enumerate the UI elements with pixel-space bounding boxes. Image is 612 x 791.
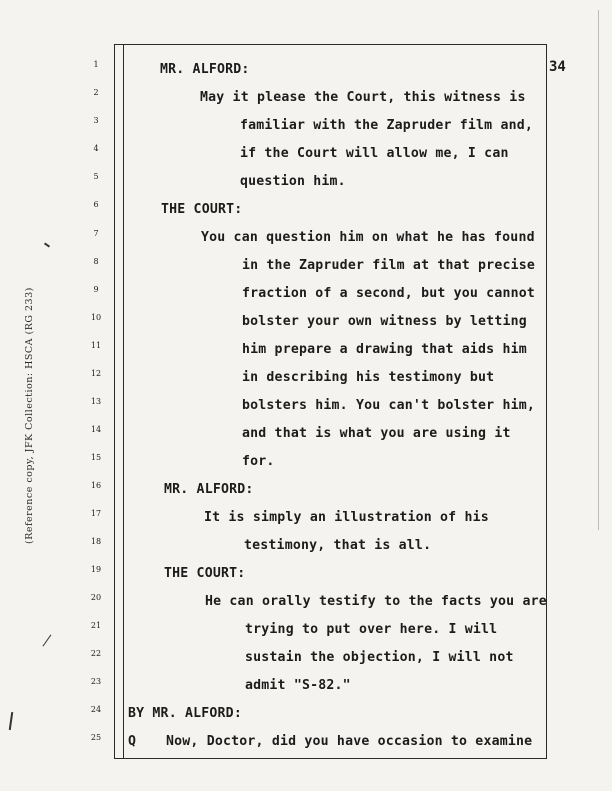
line-number: 19	[90, 565, 102, 574]
transcript-line: You can question him on what he has found	[201, 230, 535, 245]
speaker-label: MR. ALFORD:	[160, 62, 250, 77]
line-number: 9	[93, 285, 99, 294]
line-number: 1	[93, 60, 99, 69]
line-number: 25	[90, 733, 102, 742]
speaker-label: THE COURT:	[164, 566, 246, 581]
line-number: 14	[90, 425, 102, 434]
speaker-label: THE COURT:	[161, 202, 243, 217]
line-number: 8	[93, 257, 99, 266]
transcript-line: in the Zapruder film at that precise	[242, 258, 536, 273]
line-number: 17	[90, 509, 102, 518]
transcript-line: May it please the Court, this witness is	[200, 90, 526, 105]
line-number: 6	[93, 200, 99, 209]
transcript-line: It is simply an illustration of his	[204, 510, 489, 525]
line-number: 10	[90, 313, 102, 322]
transcript-line: if the Court will allow me, I can	[240, 146, 509, 161]
scan-speck	[42, 635, 51, 647]
transcript-line: fraction of a second, but you cannot	[242, 286, 536, 301]
scan-edge	[598, 10, 599, 530]
margin-rule	[123, 44, 124, 759]
line-number: 18	[90, 537, 102, 546]
line-number: 7	[93, 229, 99, 238]
line-number: 12	[90, 369, 102, 378]
transcript-line: familiar with the Zapruder film and,	[240, 118, 534, 133]
line-number: 16	[90, 481, 102, 490]
transcript-line: him prepare a drawing that aids him	[242, 342, 527, 357]
line-number: 21	[90, 621, 102, 630]
transcript-line: trying to put over here. I will	[245, 622, 498, 637]
reference-note	[26, 234, 44, 544]
transcript-line: testimony, that is all.	[244, 538, 432, 553]
line-number: 20	[90, 593, 102, 602]
line-number: 13	[90, 397, 102, 406]
transcript-line: bolsters him. You can't bolster him,	[242, 398, 536, 413]
line-number: 2	[93, 88, 99, 97]
transcript-line: and that is what you are using it	[242, 426, 511, 441]
line-number: 22	[90, 649, 102, 658]
transcript-line: bolster your own witness by letting	[242, 314, 527, 329]
line-number: 24	[90, 705, 102, 714]
transcript-line: for.	[242, 454, 275, 469]
transcript-line: in describing his testimony but	[242, 370, 495, 385]
transcript-line: sustain the objection, I will not	[245, 650, 514, 665]
transcript-line: admit "S-82."	[245, 678, 351, 693]
line-number: 4	[93, 144, 99, 153]
line-number: 15	[90, 453, 102, 462]
scan-speck	[9, 712, 13, 730]
scan-speck	[44, 242, 50, 247]
line-number: 5	[93, 172, 99, 181]
line-number: 3	[93, 116, 99, 125]
transcript-line: Now, Doctor, did you have occasion to examine	[166, 734, 533, 749]
speaker-label: BY MR. ALFORD:	[128, 706, 242, 721]
question-marker: Q	[128, 734, 136, 749]
reference-note-text: (Reference copy, JFK Collection: HSCA (RG 233)	[24, 287, 35, 544]
transcript-line: question him.	[240, 174, 346, 189]
page-number: 34	[549, 59, 566, 75]
line-number: 23	[90, 677, 102, 686]
transcript-line: He can orally testify to the facts you are	[205, 594, 547, 609]
speaker-label: MR. ALFORD:	[164, 482, 254, 497]
line-number: 11	[90, 341, 102, 350]
